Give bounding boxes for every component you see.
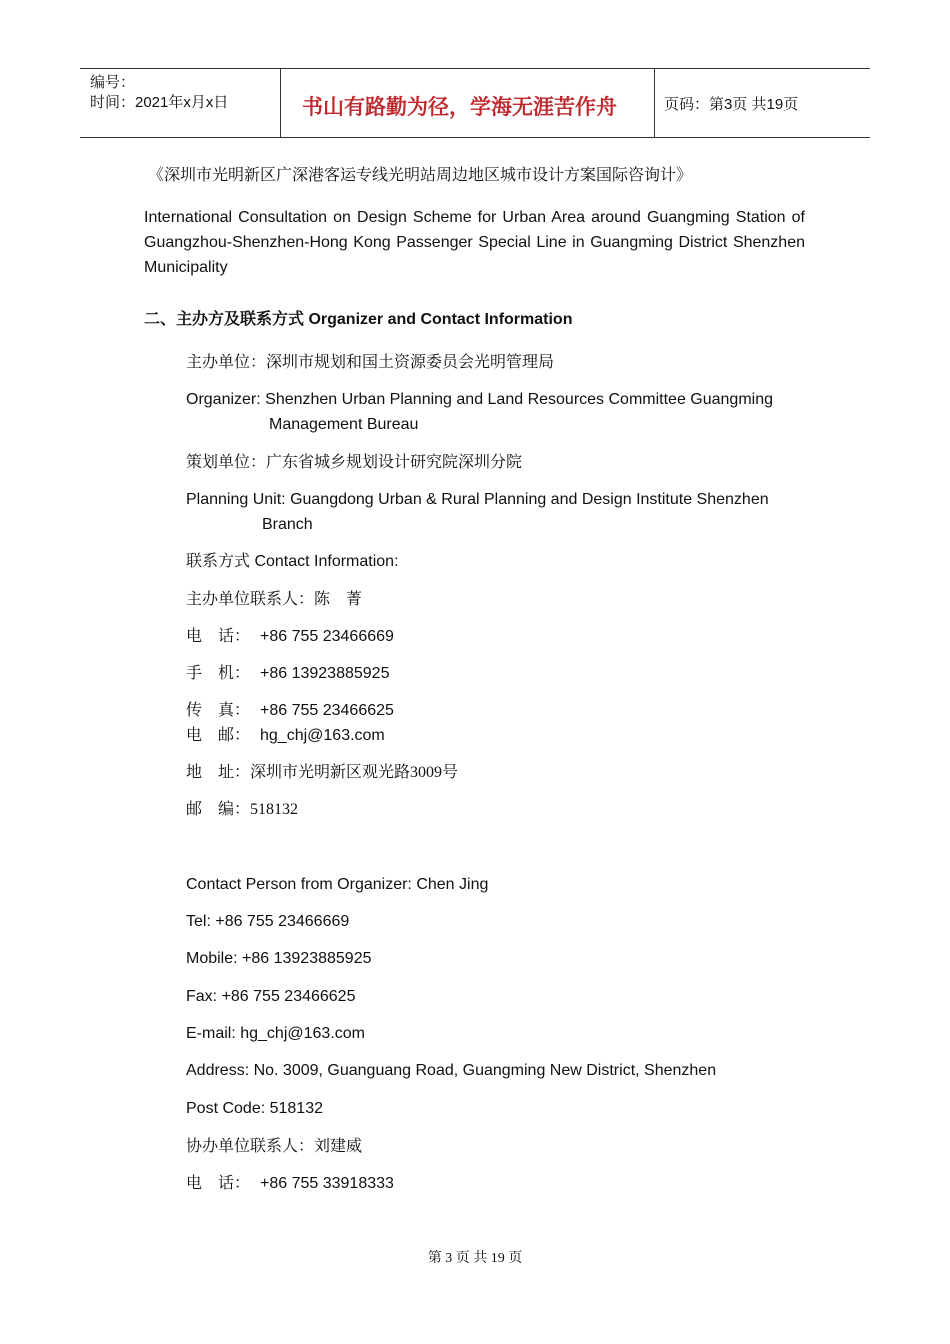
page-header: [80, 68, 870, 138]
mobile-en: Mobile: +86 13923885925: [186, 950, 372, 967]
email-row-cn: [186, 726, 385, 746]
document-number-label: 编号：: [90, 74, 136, 91]
contact-person-en: Contact Person from Organizer: Chen Jing: [186, 876, 489, 893]
email-label: 电 邮：: [186, 727, 251, 744]
page-footer: 第 3 页 共 19 页: [427, 1251, 523, 1266]
date-label: 时间：2021年x月x日: [90, 94, 229, 111]
address-cn: 地 址：深圳市光明新区观光路3009号: [186, 764, 459, 781]
planner-en-line1: Planning Unit: Guangdong Urban & Rural Planning and Design Institute Shenzhen: [186, 491, 769, 508]
mobile-row-cn: [186, 664, 389, 684]
fax-value: +86 755 23466625: [260, 702, 394, 719]
tel-value: +86 755 23466669: [260, 628, 394, 645]
fax-row-cn: [186, 701, 394, 721]
section-heading: 二、主办方及联系方式 Organizer and Contact Information: [144, 311, 573, 328]
email-en: E-mail: hg_chj@163.com: [186, 1025, 365, 1042]
organizer-cn: 主办单位：深圳市规划和国土资源委员会光明管理局: [186, 354, 555, 371]
contact-heading: 联系方式 Contact Information:: [186, 553, 399, 570]
mobile-label: 手 机：: [186, 665, 251, 682]
organizer-en-line2: Management Bureau: [269, 416, 419, 433]
document-title-cn: 《深圳市光明新区广深港客运专线光明站周边地区城市设计方案国际咨询计》: [148, 167, 693, 184]
document-title-en: International Consultation on Design Scheme for Urban Area around Guangming Station of Guangzhou-Shenzhen-Hong Kong Passenger Special Line in Guangming District Shenzhen Municipality: [144, 209, 805, 276]
fax-label: 传 真：: [186, 702, 251, 719]
email-value: hg_chj@163.com: [260, 727, 385, 744]
contact-person-cn: 主办单位联系人：陈 菁: [186, 591, 363, 608]
organizer-en-line1: Organizer: Shenzhen Urban Planning and Land Resources Committee Guangming: [186, 391, 774, 408]
co-tel-value: +86 755 33918333: [260, 1175, 394, 1192]
postcode-cn: 邮 编：518132: [186, 801, 299, 818]
fax-en: Fax: +86 755 23466625: [186, 988, 356, 1005]
mobile-value: +86 13923885925: [260, 665, 390, 682]
tel-label: 电 话：: [186, 628, 251, 645]
header-page-number: 页码：第3页 共19页: [664, 96, 799, 113]
header-divider: [654, 69, 655, 137]
tel-row-cn: [186, 627, 394, 647]
co-tel-label: 电 话：: [186, 1175, 251, 1192]
address-en: Address: No. 3009, Guanguang Road, Guangming New District, Shenzhen: [186, 1062, 717, 1079]
header-motto: 书山有路勤为径，学海无涯苦作舟: [302, 95, 617, 119]
planner-cn: 策划单位：广东省城乡规划设计研究院深圳分院: [186, 454, 523, 471]
tel-en: Tel: +86 755 23466669: [186, 913, 350, 930]
postcode-en: Post Code: 518132: [186, 1100, 323, 1117]
co-organizer-contact-cn: 协办单位联系人：刘建威: [186, 1138, 363, 1155]
co-tel-row-cn: [186, 1174, 394, 1194]
planner-en-line2: Branch: [262, 516, 313, 533]
header-divider: [280, 69, 281, 137]
